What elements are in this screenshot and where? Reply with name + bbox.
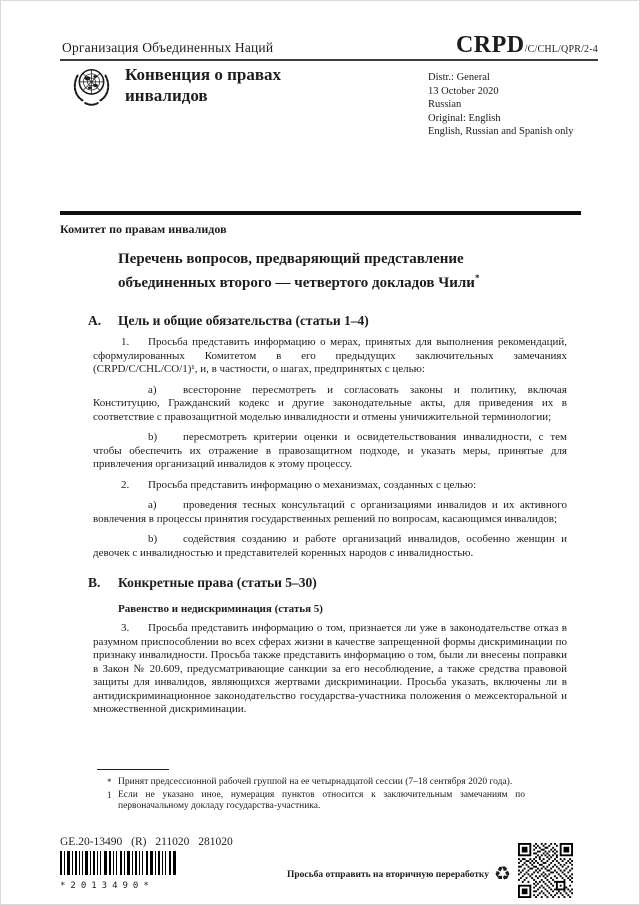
- barcode-digits: *2013490*: [60, 881, 154, 891]
- title-footnote-marker: *: [474, 272, 480, 283]
- footnotes-block: [97, 769, 525, 814]
- footnote-star: [97, 777, 525, 789]
- ge-distribution-number: GE.20-13490 (R) 211020 281020: [60, 836, 233, 848]
- paragraph-text: Просьба представить информацию о мерах, принятых для выполнения рекомендаций, сформулированных Комитетом в его предыдущих заключительных замечаниях (CRPD/C/CHL/CO/1)¹, и, в частности, о шагах, предпринятых с целью:: [93, 336, 567, 375]
- recycle-icon: ♻: [494, 863, 512, 885]
- section-b-title: Конкретные права (статьи 5–30): [118, 575, 317, 590]
- footnote-marker: *: [107, 777, 112, 787]
- paragraph-number: 2.: [121, 478, 130, 491]
- section-a-title: Цель и общие обязательства (статьи 1–4): [118, 313, 369, 328]
- footnote-1: [97, 790, 525, 813]
- document-symbol-main: CRPD: [455, 32, 525, 58]
- footnote-marker: 1: [107, 789, 112, 800]
- section-a-heading: [88, 313, 581, 329]
- barcode-bars-icon: [60, 851, 176, 875]
- masthead-thick-rule: [60, 211, 581, 215]
- subparagraph-text: проведения тесных консультаций с организациями инвалидов и их активного вовлечения в процессы принятия государственных решений по вопросам, касающимся инвалидов;: [93, 499, 567, 525]
- paragraph-text: Просьба представить информацию о том, признается ли уже в законодательстве отказ в разумном приспособлении во всех сферах жизни в качестве запрещенной формы дискриминации по признаку инвалидности. Просьба также представить информацию о том, были ли внесены поправки в Закон № 20.609, предусматривающие санкции за его несоблюдение, а также средства правовой защиты для инвалидов, являющихся жертвами дискриминации. Просьба указать, включены ли в антидискриминационное законодательство государства-участника положения о межсекторальной и множественной дискриминации.: [93, 622, 567, 715]
- paragraph-number: 3.: [121, 622, 130, 634]
- subsection-equality-heading: Равенство и недискриминация (статья 5): [118, 603, 323, 615]
- section-b-heading: [88, 575, 581, 591]
- recycle-notice-text: Просьба отправить на вторичную переработку: [287, 869, 489, 880]
- subparagraph-1b: [93, 431, 567, 472]
- un-org-name: Организация Объединенных Наций: [62, 40, 274, 55]
- barcode: [60, 851, 178, 891]
- paragraph-number: 1.: [121, 336, 130, 348]
- footnote-text: Если не указано иное, нумерация пунктов относится к заключительным замечаниям по первоначальному докладу государства-участника.: [118, 789, 525, 812]
- document-title-text: Перечень вопросов, предваряющий представление объединенных второго — четвертого докладов Чили: [118, 251, 475, 291]
- subparagraph-letter: b): [148, 533, 158, 545]
- paragraph-text: Просьба представить информацию о механизмах, созданных с целью:: [148, 478, 477, 491]
- subparagraph-letter: a): [148, 499, 157, 511]
- subparagraph-text: всесторонне пересмотреть и согласовать законы и политику, включая Конституцию, Гражданский кодекс и другие законодательные акты, для приведения их в соответствие с правозащитной моделью инвалидности и отмены уничижительной терминологии;: [93, 383, 567, 423]
- footnote-text: Принят предсессионной рабочей группой на ее четырнадцатой сессии (7–18 сентября 2020 года).: [118, 777, 513, 787]
- subparagraph-letter: a): [148, 383, 157, 396]
- section-a-letter: A.: [88, 313, 102, 328]
- qr-code-icon: [518, 843, 573, 898]
- distr-line: Distr.: General: [428, 72, 490, 83]
- subparagraph-2a: [93, 499, 567, 526]
- distr-line: 13 October 2020: [428, 85, 499, 97]
- paragraph-3: [93, 622, 567, 717]
- subparagraph-text: пересмотреть критерии оценки и освидетельствования инвалидности, с тем чтобы обеспечить их отражение в правозащитном подходе, и указать меры, принятые для привлечения организаций инвалидов к этому процессу.: [93, 431, 567, 470]
- subparagraph-1a: [93, 384, 567, 425]
- document-body: [60, 222, 581, 717]
- distr-line: Russian: [428, 99, 462, 111]
- un-emblem-icon: [69, 63, 114, 108]
- paragraph-1: [93, 336, 567, 377]
- document-title: [118, 250, 538, 292]
- header-rule: [60, 59, 598, 61]
- distr-line: English, Russian and Spanish only: [428, 126, 574, 138]
- subparagraph-text: содействия созданию и работе организаций инвалидов, особенно женщин и девочек с инвалидностью и представителей коренных народов с инвалидностью.: [93, 533, 567, 559]
- recycle-notice: [287, 865, 511, 884]
- convention-title: Конвенция о правах инвалидов: [125, 65, 282, 105]
- document-symbol: [456, 32, 598, 58]
- document-symbol-suffix: /C/CHL/QPR/2-4: [524, 44, 598, 55]
- committee-name: Комитет по правам инвалидов: [60, 222, 227, 236]
- distribution-block: [428, 71, 574, 139]
- paragraph-2: [93, 479, 567, 493]
- distr-line: Original: English: [428, 112, 501, 124]
- subparagraph-letter: b): [148, 431, 158, 443]
- subparagraph-2b: [93, 533, 567, 560]
- section-b-letter: B.: [88, 575, 101, 590]
- footnote-separator-rule: [97, 769, 169, 770]
